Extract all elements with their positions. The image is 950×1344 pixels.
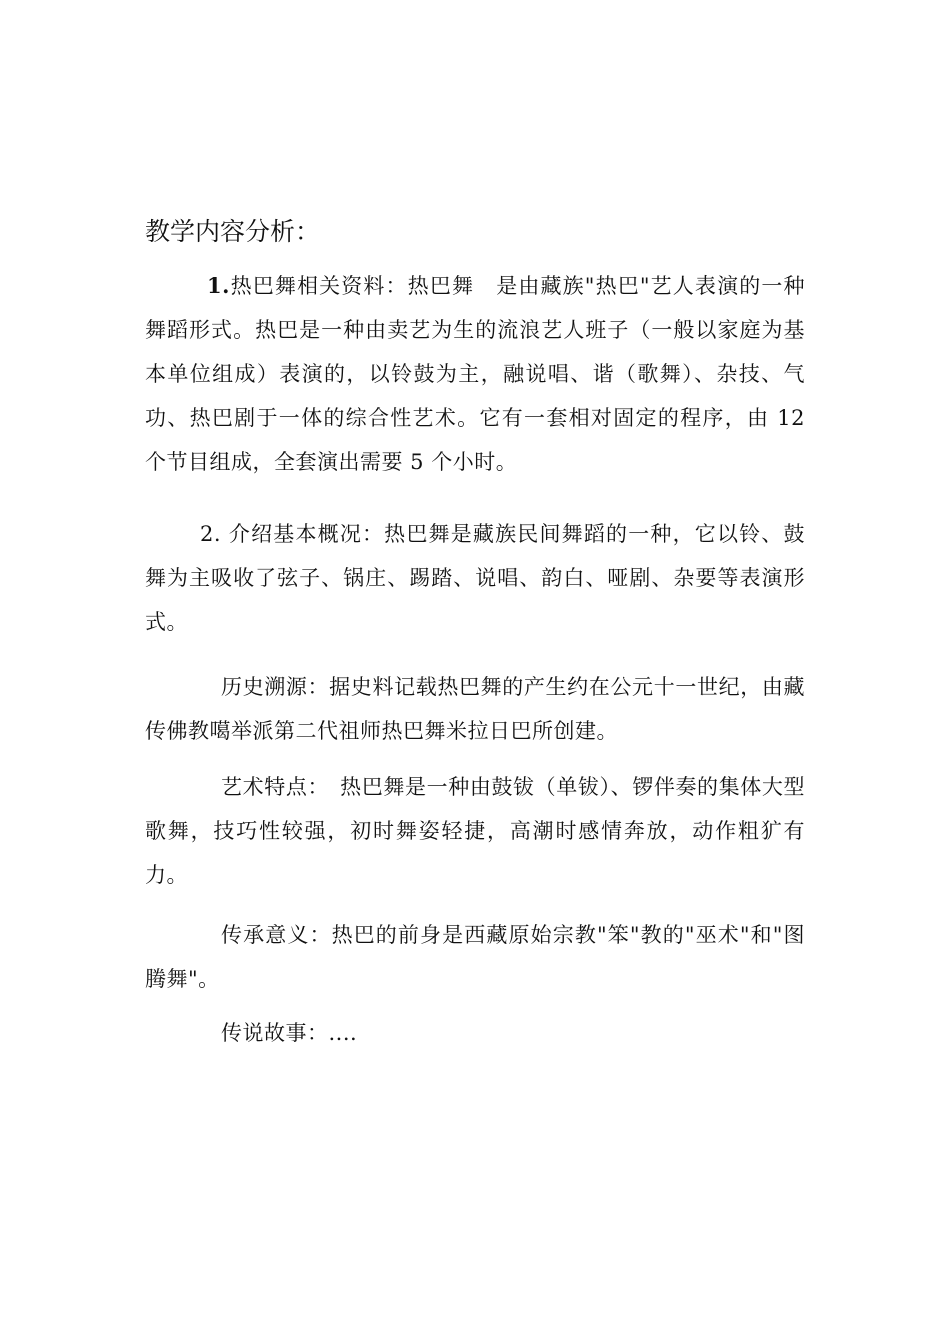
paragraph-text: 热巴舞相关资料：热巴舞 是由藏族"热巴"艺人表演的一种舞蹈形式。热巴是一种由卖艺为生的流浪艺人班子（一般以家庭为基本单位组成）表演的，以铃鼓为主，融说唱、谐（歌舞）、杂技、气功、热巴剧于一体的综合性艺术。它有一套相对固定的程序，由 12 个节目组成，全套演出需要 5 个小时。 xyxy=(145,274,805,474)
paragraph-overview: 2. 介绍基本概况：热巴舞是藏族民间舞蹈的一种，它以铃、鼓舞为主吸收了弦子、锅庄、踢踏、说唱、韵白、哑剧、杂要等表演形式。 xyxy=(145,522,805,634)
section-heading: 教学内容分析： xyxy=(145,217,321,246)
paragraph-legend: 传说故事：.... xyxy=(221,1021,358,1045)
paragraph-art-features: 艺术特点： 热巴舞是一种由鼓钹（单钹）、锣伴奏的集体大型歌舞，技巧性较强，初时舞姿轻捷，高潮时感情奔放，动作粗犷有力。 xyxy=(145,775,805,887)
paragraph-number: 1. xyxy=(207,273,230,298)
paragraph-reba-info xyxy=(145,264,805,484)
paragraph-heritage: 传承意义：热巴的前身是西藏原始宗教"笨"教的"巫术"和"图腾舞"。 xyxy=(145,923,805,991)
paragraph-history: 历史溯源：据史料记载热巴舞的产生约在公元十一世纪，由藏传佛教噶举派第二代祖师热巴舞米拉日巴所创建。 xyxy=(145,675,805,743)
